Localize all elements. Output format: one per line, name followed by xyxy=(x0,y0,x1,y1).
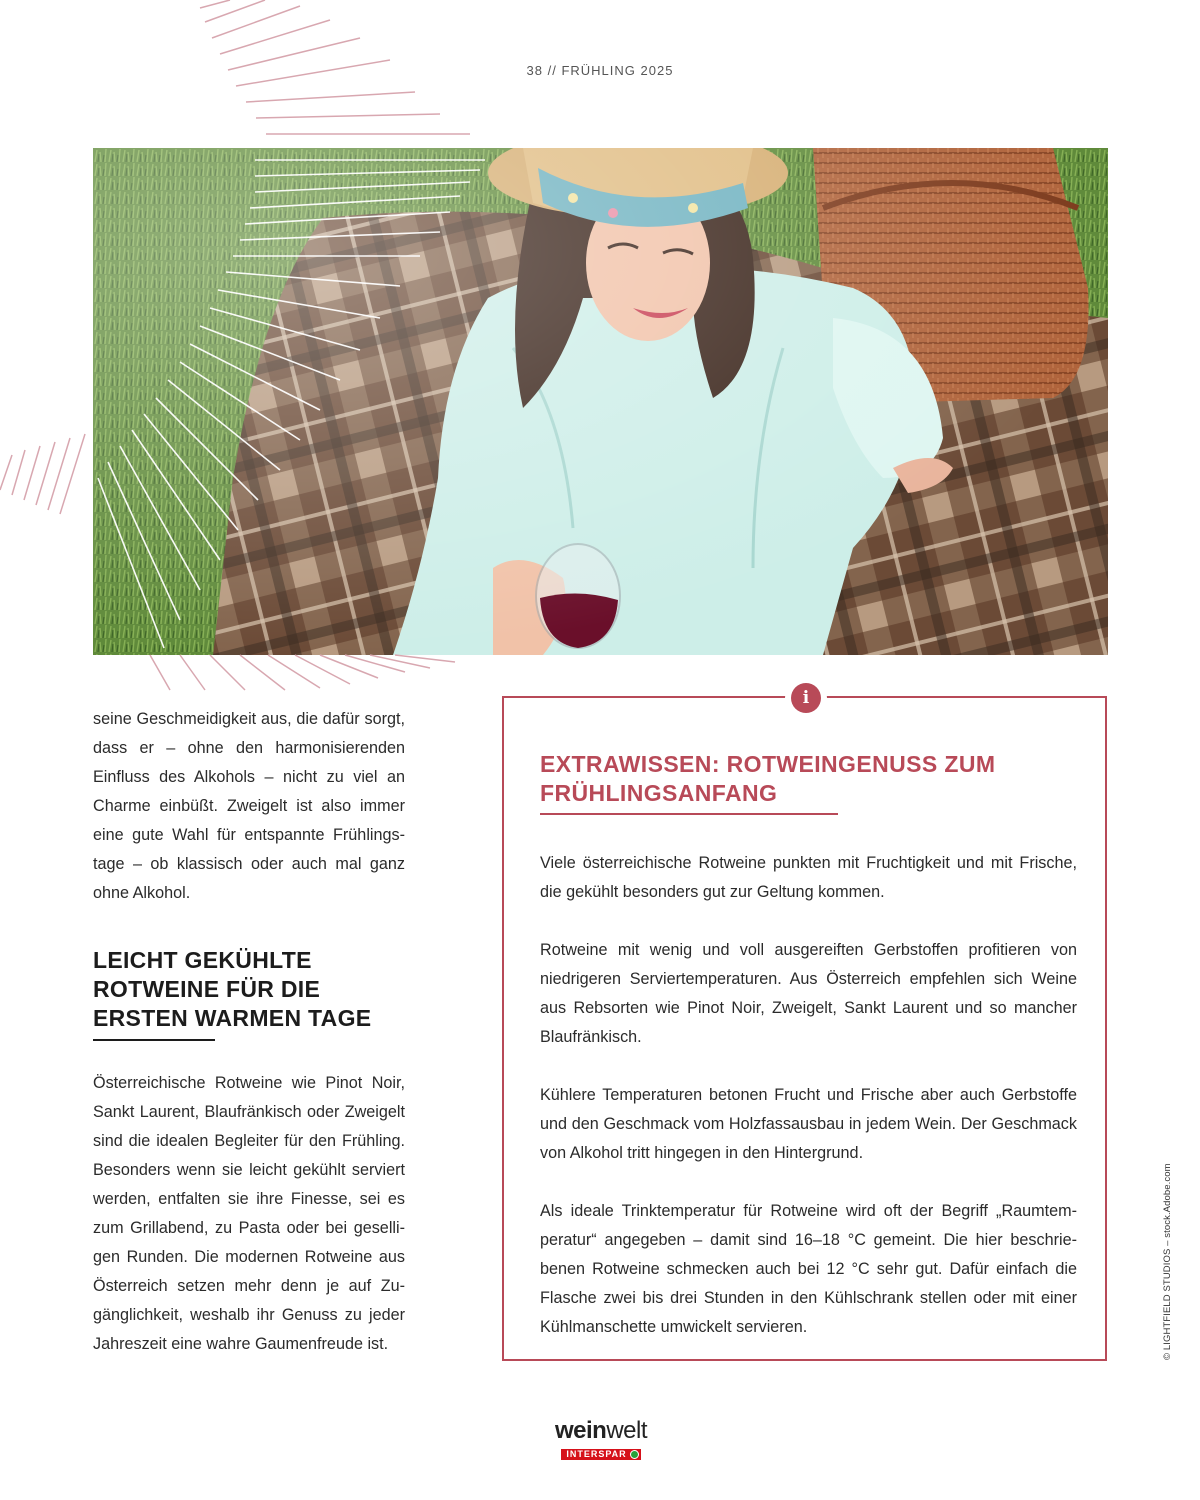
page-folio: 38 // FRÜHLING 2025 xyxy=(526,63,674,78)
logo-wordmark xyxy=(545,1418,657,1444)
weinwelt-interspar-logo xyxy=(545,1418,657,1462)
subheading-underline xyxy=(93,1039,215,1041)
infobox-title-underline xyxy=(540,813,838,815)
infobox-paragraph: Rotweine mit wenig und voll ausgereiften Gerbstoffen profitieren von niedrigeren Serviertemperaturen. Aus Österreich empfehlen sich Weine aus Rebsorten wie Pinot Noir, Zweigelt, Sankt Laurent und so mancher Blaufränkisch. xyxy=(540,941,1077,1046)
logo-word-bold: wein xyxy=(554,1417,607,1444)
infobox-title: EXTRAWISSEN: ROTWEINGENUSS ZUM FRÜHLINGSANFANG xyxy=(540,751,996,806)
intro-paragraph: seine Geschmeidigkeit aus, die dafür sorgt, dass er – ohne den harmonisierenden Einfluss des Alkohols – nicht zu viel an Charme einbüßt. Zweigelt ist also immer eine gute Wahl für entspannte Frühlingstage – ob klassisch oder auch mal ganz ohne Alkohol. xyxy=(93,710,405,902)
infobox-paragraph: Viele österreichische Rotweine punkten mit Fruchtigkeit und mit Frische, die gekühlt besonders gut zur Geltung kommen. xyxy=(540,854,1077,901)
infobox-paragraph: Als ideale Trinktemperatur für Rotweine wird oft der Begriff „Raumtemperatur“ angegeben – damit sind 16–18 °C gemeint. Die hier beschriebenen Rotweine schmecken auch bei 12 °C sehr gut. Dafür einfach die Flasche zwei bis drei Stunden in den Kühlschrank stellen oder mit einer Kühlmanschette umwickelt servieren. xyxy=(540,1202,1077,1336)
logo-dot-icon xyxy=(630,1450,639,1459)
infobox-paragraph: Kühlere Temperaturen betonen Frucht und Frische aber auch Gerbstoffe und den Geschmack vom Holzfassausbau in jedem Wein. Der Geschmack von Alkohol tritt hingegen in den Hintergrund. xyxy=(540,1086,1077,1162)
info-icon: i xyxy=(791,683,821,713)
logo-interspar-bar xyxy=(561,1449,640,1460)
section-subheading: LEICHT GEKÜHLTE ROTWEINE FÜR DIE ERSTEN WARMEN TAGE xyxy=(93,947,372,1031)
body-paragraph: Österreichische Rotweine wie Pinot Noir, Sankt Laurent, Blaufränkisch oder Zweigelt sind die idealen Begleiter für den Frühling. Besonders wenn sie leicht gekühlt serviert werden, entfalten sie ihre Finesse, sei es zum Grillabend, zu Pasta oder bei geselligen Runden. Die modernen Rotweine aus Österreich setzen mehr denn je auf Zugänglichkeit, weshalb ihr Genuss zu jeder Jahreszeit eine wahre Gaumenfreude ist. xyxy=(93,1074,405,1353)
left-text-column xyxy=(93,705,405,1359)
logo-bar-text: INTERSPAR xyxy=(566,1449,627,1459)
picnic-photo xyxy=(93,148,1108,655)
logo-word-light: welt xyxy=(606,1417,648,1444)
extrawissen-infobox xyxy=(502,688,1107,1361)
photo-credit: © LIGHTFIELD STUDIOS – stock.Adobe.com xyxy=(1162,1163,1173,1360)
